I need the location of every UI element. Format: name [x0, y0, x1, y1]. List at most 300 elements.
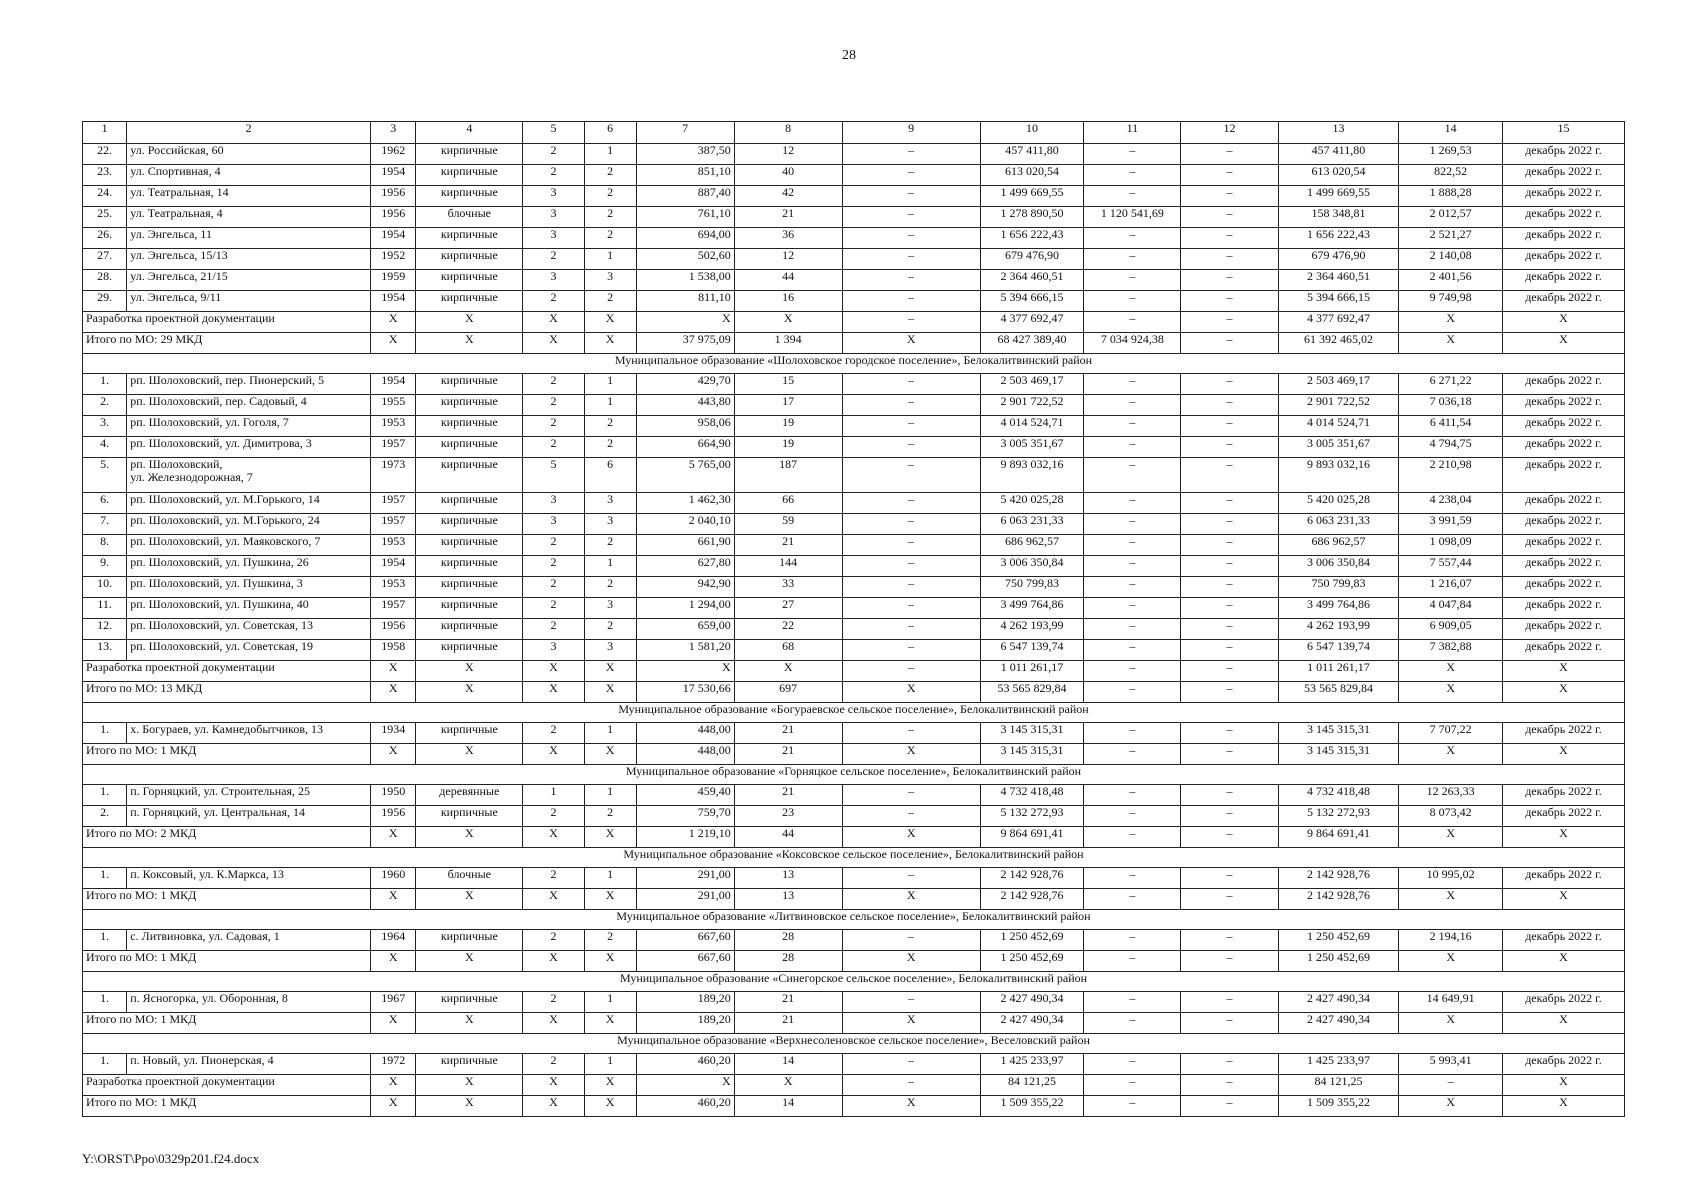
table-cell: 1973 [371, 458, 416, 493]
table-cell: 448,00 [636, 723, 734, 744]
table-cell: – [1181, 682, 1278, 703]
table-cell: 33 [734, 577, 842, 598]
table-cell: X [416, 312, 523, 333]
table-cell: X [523, 312, 585, 333]
table-cell: 1953 [371, 577, 416, 598]
table-cell: 1954 [371, 291, 416, 312]
apartment-buildings-table [82, 121, 1625, 1117]
table-cell: 4 377 692,47 [1278, 312, 1399, 333]
table-cell: – [1084, 270, 1181, 291]
address-cell: рп. Шолоховский, ул. Советская, 13 [127, 619, 371, 640]
table-cell: 3 145 315,31 [1278, 723, 1399, 744]
table-cell: X [584, 1075, 636, 1096]
table-cell: 1 425 233,97 [980, 1054, 1084, 1075]
table-cell: – [1084, 889, 1181, 910]
table-cell: 21 [734, 744, 842, 765]
table-cell: 5 420 025,28 [1278, 493, 1399, 514]
table-cell: – [842, 930, 980, 951]
table-cell: 1 [584, 868, 636, 889]
table-cell: X [371, 1096, 416, 1117]
table-cell: X [523, 951, 585, 972]
table-cell: – [1084, 930, 1181, 951]
table-cell: 4 377 692,47 [980, 312, 1084, 333]
table-cell: 2 [584, 165, 636, 186]
table-row [83, 535, 1625, 556]
table-cell: декабрь 2022 г. [1502, 291, 1624, 312]
table-cell: X [1399, 682, 1503, 703]
table-cell: 3 499 764,86 [980, 598, 1084, 619]
table-cell: декабрь 2022 г. [1502, 598, 1624, 619]
table-cell: 679 476,90 [1278, 249, 1399, 270]
row-number: 1. [83, 374, 127, 395]
table-cell: X [584, 333, 636, 354]
table-cell: 1 509 355,22 [980, 1096, 1084, 1117]
table-cell: – [1181, 785, 1278, 806]
summary-row [83, 312, 1625, 333]
table-cell: кирпичные [416, 930, 523, 951]
table-cell: – [1084, 951, 1181, 972]
table-cell: – [842, 437, 980, 458]
table-cell: кирпичные [416, 493, 523, 514]
table-cell: 694,00 [636, 228, 734, 249]
table-cell: 4 262 193,99 [980, 619, 1084, 640]
table-cell: – [1181, 416, 1278, 437]
address-cell: ул. Театральная, 4 [127, 207, 371, 228]
table-cell: X [584, 1096, 636, 1117]
table-cell: – [1084, 312, 1181, 333]
table-cell: – [842, 186, 980, 207]
table-cell: 2 142 928,76 [980, 889, 1084, 910]
table-cell: 4 732 418,48 [1278, 785, 1399, 806]
row-number: 1. [83, 930, 127, 951]
table-cell: 2 [523, 144, 585, 165]
table-cell: 697 [734, 682, 842, 703]
address-cell: п. Ясногорка, ул. Оборонная, 8 [127, 992, 371, 1013]
table-cell: 5 993,41 [1399, 1054, 1503, 1075]
section-title: Муниципальное образование «Шолоховское городское поселение», Белокалитвинский район [83, 354, 1625, 374]
table-cell: 6 063 231,33 [1278, 514, 1399, 535]
table-cell: 1 098,09 [1399, 535, 1503, 556]
table-cell: 1954 [371, 556, 416, 577]
address-cell: рп. Шолоховский, ул. Пушкина, 26 [127, 556, 371, 577]
table-cell: – [1181, 1054, 1278, 1075]
row-number: 22. [83, 144, 127, 165]
table-cell: 4 014 524,71 [1278, 416, 1399, 437]
table-cell: кирпичные [416, 598, 523, 619]
table-cell: 750 799,83 [980, 577, 1084, 598]
table-cell: X [416, 827, 523, 848]
table-cell: 4 262 193,99 [1278, 619, 1399, 640]
table-cell: 6 063 231,33 [980, 514, 1084, 535]
table-cell: – [1084, 992, 1181, 1013]
table-cell: кирпичные [416, 249, 523, 270]
table-cell: 1967 [371, 992, 416, 1013]
table-cell: – [1181, 889, 1278, 910]
table-cell: – [1084, 437, 1181, 458]
table-cell: – [1181, 951, 1278, 972]
table-cell: 2 [584, 291, 636, 312]
address-cell: ул. Театральная, 14 [127, 186, 371, 207]
table-cell: 2 [523, 723, 585, 744]
table-cell: X [1502, 889, 1624, 910]
section-header-row [83, 972, 1625, 992]
table-cell: – [1181, 186, 1278, 207]
table-row [83, 249, 1625, 270]
table-cell: – [1181, 806, 1278, 827]
table-cell: 460,20 [636, 1096, 734, 1117]
table-cell: – [1084, 416, 1181, 437]
table-cell: 5 132 272,93 [980, 806, 1084, 827]
table-cell: – [842, 270, 980, 291]
table-cell: – [1181, 723, 1278, 744]
table-cell: 429,70 [636, 374, 734, 395]
table-cell: X [584, 827, 636, 848]
column-number: 5 [523, 122, 585, 144]
summary-label: Разработка проектной документации [83, 1075, 371, 1096]
table-cell: декабрь 2022 г. [1502, 868, 1624, 889]
address-cell: ул. Энгельса, 21/15 [127, 270, 371, 291]
address-cell: рп. Шолоховский, ул. Маяковского, 7 [127, 535, 371, 556]
table-cell: – [1084, 661, 1181, 682]
table-cell: кирпичные [416, 577, 523, 598]
table-cell: декабрь 2022 г. [1502, 395, 1624, 416]
table-cell: – [1181, 493, 1278, 514]
table-cell: 1 250 452,69 [1278, 951, 1399, 972]
table-cell: декабрь 2022 г. [1502, 437, 1624, 458]
table-cell: 1953 [371, 416, 416, 437]
column-number: 14 [1399, 122, 1503, 144]
row-number: 12. [83, 619, 127, 640]
table-cell: 27 [734, 598, 842, 619]
table-cell: – [1181, 661, 1278, 682]
table-cell: 2 [523, 291, 585, 312]
table-cell: 887,40 [636, 186, 734, 207]
table-cell: 1954 [371, 228, 416, 249]
table-cell: 2 040,10 [636, 514, 734, 535]
row-number: 1. [83, 723, 127, 744]
table-cell: 7 382,88 [1399, 640, 1503, 661]
table-cell: – [1181, 270, 1278, 291]
summary-row [83, 951, 1625, 972]
table-cell: декабрь 2022 г. [1502, 186, 1624, 207]
table-cell: 2 401,56 [1399, 270, 1503, 291]
table-cell: 10 995,02 [1399, 868, 1503, 889]
table-cell: декабрь 2022 г. [1502, 270, 1624, 291]
table-cell: 13 [734, 889, 842, 910]
table-cell: 3 [584, 493, 636, 514]
table-cell: декабрь 2022 г. [1502, 165, 1624, 186]
table-cell: 3 [523, 640, 585, 661]
table-cell: – [842, 291, 980, 312]
table-cell: 13 [734, 868, 842, 889]
table-cell: 3 [584, 514, 636, 535]
row-number: 2. [83, 395, 127, 416]
table-row [83, 144, 1625, 165]
table-cell: 2 [584, 207, 636, 228]
table-cell: 68 427 389,40 [980, 333, 1084, 354]
table-cell: X [584, 1013, 636, 1034]
table-cell: 3 499 764,86 [1278, 598, 1399, 619]
summary-label: Итого по МО: 1 МКД [83, 744, 371, 765]
column-number: 3 [371, 122, 416, 144]
section-title: Муниципальное образование «Литвиновское сельское поселение», Белокалитвинский район [83, 910, 1625, 930]
address-cell: рп. Шолоховский, ул. М.Горького, 14 [127, 493, 371, 514]
address-cell: ул. Российская, 60 [127, 144, 371, 165]
table-row [83, 437, 1625, 458]
table-cell: – [842, 416, 980, 437]
table-cell: 61 392 465,02 [1278, 333, 1399, 354]
table-cell: 21 [734, 723, 842, 744]
table-cell: – [1181, 374, 1278, 395]
table-cell: 664,90 [636, 437, 734, 458]
table-cell: 12 [734, 144, 842, 165]
table-cell: X [584, 889, 636, 910]
table-cell: декабрь 2022 г. [1502, 249, 1624, 270]
table-cell: – [842, 723, 980, 744]
summary-row [83, 744, 1625, 765]
table-cell: X [1502, 1096, 1624, 1117]
table-cell: – [1084, 514, 1181, 535]
summary-row [83, 1096, 1625, 1117]
table-cell: 627,80 [636, 556, 734, 577]
table-row [83, 291, 1625, 312]
table-cell: 1 581,20 [636, 640, 734, 661]
table-cell: 2 [523, 598, 585, 619]
address-cell: рп. Шолоховский, ул. М.Горького, 24 [127, 514, 371, 535]
table-cell: 21 [734, 535, 842, 556]
table-cell: – [1181, 514, 1278, 535]
table-cell: X [1502, 333, 1624, 354]
table-cell: X [1399, 889, 1503, 910]
table-cell: 66 [734, 493, 842, 514]
table-cell: – [842, 249, 980, 270]
table-cell: X [584, 661, 636, 682]
table-cell: 59 [734, 514, 842, 535]
address-cell: ул. Спортивная, 4 [127, 165, 371, 186]
table-cell: – [1084, 458, 1181, 493]
table-cell: декабрь 2022 г. [1502, 458, 1624, 493]
column-number: 15 [1502, 122, 1624, 144]
table-cell: 750 799,83 [1278, 577, 1399, 598]
table-cell: 1 888,28 [1399, 186, 1503, 207]
table-cell: – [842, 598, 980, 619]
table-cell: 2 427 490,34 [1278, 1013, 1399, 1034]
table-cell: 3 005 351,67 [1278, 437, 1399, 458]
table-cell: 2 [523, 806, 585, 827]
table-cell: 1957 [371, 598, 416, 619]
table-cell: 667,60 [636, 930, 734, 951]
table-cell: X [1399, 333, 1503, 354]
table-cell: – [1181, 249, 1278, 270]
row-number: 3. [83, 416, 127, 437]
table-cell: 686 962,57 [980, 535, 1084, 556]
table-cell: X [1399, 661, 1503, 682]
table-cell: 9 893 032,16 [1278, 458, 1399, 493]
table-cell: X [416, 1096, 523, 1117]
table-cell: – [842, 165, 980, 186]
table-cell: 613 020,54 [980, 165, 1084, 186]
table-cell: 5 420 025,28 [980, 493, 1084, 514]
table-cell: – [842, 514, 980, 535]
table-cell: декабрь 2022 г. [1502, 514, 1624, 535]
table-cell: – [1181, 458, 1278, 493]
table-cell: 1953 [371, 535, 416, 556]
table-cell: – [1181, 437, 1278, 458]
table-cell: 1 278 890,50 [980, 207, 1084, 228]
table-cell: 502,60 [636, 249, 734, 270]
section-header-row [83, 703, 1625, 723]
summary-label: Итого по МО: 1 МКД [83, 951, 371, 972]
summary-row [83, 827, 1625, 848]
table-cell: – [1084, 165, 1181, 186]
column-number-row [83, 122, 1625, 144]
table-row [83, 228, 1625, 249]
table-cell: X [636, 1075, 734, 1096]
table-cell: 613 020,54 [1278, 165, 1399, 186]
table-cell: 3 [523, 228, 585, 249]
table-cell: 2 [584, 930, 636, 951]
table-cell: 1 [523, 785, 585, 806]
table-cell: 686 962,57 [1278, 535, 1399, 556]
table-cell: 1957 [371, 493, 416, 514]
table-cell: – [842, 395, 980, 416]
table-cell: 2 [584, 535, 636, 556]
table-cell: X [371, 333, 416, 354]
column-number: 9 [842, 122, 980, 144]
table-cell: 7 557,44 [1399, 556, 1503, 577]
table-cell: – [842, 493, 980, 514]
row-number: 26. [83, 228, 127, 249]
table-cell: 9 864 691,41 [1278, 827, 1399, 848]
table-row [83, 1054, 1625, 1075]
table-cell: 1 011 261,17 [1278, 661, 1399, 682]
table-cell: 2 364 460,51 [980, 270, 1084, 291]
table-cell: – [842, 868, 980, 889]
row-number: 1. [83, 785, 127, 806]
table-cell: 2 [584, 577, 636, 598]
footer-file-path: Y:\ORST\Ppo\0329p201.f24.docx [82, 1151, 260, 1166]
table-cell: 448,00 [636, 744, 734, 765]
table-cell: 2 [584, 619, 636, 640]
table-cell: 1 011 261,17 [980, 661, 1084, 682]
table-cell: X [1502, 682, 1624, 703]
table-cell: 1 219,10 [636, 827, 734, 848]
row-number: 6. [83, 493, 127, 514]
table-cell: – [1181, 640, 1278, 661]
table-cell: X [1502, 951, 1624, 972]
table-cell: 42 [734, 186, 842, 207]
section-header-row [83, 848, 1625, 868]
row-number: 2. [83, 806, 127, 827]
table-cell: 759,70 [636, 806, 734, 827]
table-cell: – [842, 535, 980, 556]
table-cell: 14 [734, 1054, 842, 1075]
table-cell: 4 732 418,48 [980, 785, 1084, 806]
table-cell: – [1084, 1096, 1181, 1117]
table-cell: 457 411,80 [980, 144, 1084, 165]
table-cell: кирпичные [416, 437, 523, 458]
table-cell: X [416, 1075, 523, 1096]
table-cell: – [1084, 806, 1181, 827]
address-cell: п. Горняцкий, ул. Центральная, 14 [127, 806, 371, 827]
table-cell: декабрь 2022 г. [1502, 992, 1624, 1013]
page-number: 28 [842, 48, 856, 63]
table-cell: – [1084, 1013, 1181, 1034]
table-cell: 1 216,07 [1399, 577, 1503, 598]
table-row [83, 619, 1625, 640]
table-row [83, 785, 1625, 806]
address-cell: п. Новый, ул. Пионерская, 4 [127, 1054, 371, 1075]
table-cell: 5 [523, 458, 585, 493]
table-cell: X [523, 889, 585, 910]
table-cell: 2 [523, 868, 585, 889]
table-row [83, 270, 1625, 291]
column-number: 11 [1084, 122, 1181, 144]
summary-label: Итого по МО: 13 МКД [83, 682, 371, 703]
table-cell: 958,06 [636, 416, 734, 437]
table-cell: – [1181, 395, 1278, 416]
table-cell: 84 121,25 [1278, 1075, 1399, 1096]
summary-row [83, 1075, 1625, 1096]
table-cell: X [416, 951, 523, 972]
address-cell: п. Коксовый, ул. К.Маркса, 13 [127, 868, 371, 889]
table-cell: декабрь 2022 г. [1502, 577, 1624, 598]
row-number: 13. [83, 640, 127, 661]
table-row [83, 930, 1625, 951]
table-cell: 3 006 350,84 [1278, 556, 1399, 577]
table-cell: кирпичные [416, 374, 523, 395]
address-cell: ул. Энгельса, 11 [127, 228, 371, 249]
summary-row [83, 889, 1625, 910]
table-cell: 659,00 [636, 619, 734, 640]
table-cell: 6 [584, 458, 636, 493]
table-cell: 189,20 [636, 992, 734, 1013]
table-cell: 28 [734, 951, 842, 972]
table-cell: 2 503 469,17 [1278, 374, 1399, 395]
table-cell: – [1181, 535, 1278, 556]
table-cell: X [523, 333, 585, 354]
table-cell: 5 394 666,15 [980, 291, 1084, 312]
table-cell: X [523, 661, 585, 682]
table-cell: 2 140,08 [1399, 249, 1503, 270]
table-cell: 2 [523, 992, 585, 1013]
table-cell: 291,00 [636, 868, 734, 889]
table-cell: – [1181, 1013, 1278, 1034]
row-number: 7. [83, 514, 127, 535]
table-cell: X [523, 827, 585, 848]
table-cell: – [842, 785, 980, 806]
table-cell: 1952 [371, 249, 416, 270]
table-cell: X [734, 1075, 842, 1096]
table-cell: 1972 [371, 1054, 416, 1075]
table-cell: – [842, 1054, 980, 1075]
table-cell: – [1084, 291, 1181, 312]
table-cell: 68 [734, 640, 842, 661]
table-cell: кирпичные [416, 556, 523, 577]
table-cell: 189,20 [636, 1013, 734, 1034]
table-cell: X [371, 951, 416, 972]
address-cell: рп. Шолоховский, ул. Железнодорожная, 7 [127, 458, 371, 493]
table-cell: 2 427 490,34 [1278, 992, 1399, 1013]
table-cell: 1959 [371, 270, 416, 291]
address-cell: рп. Шолоховский, пер. Пионерский, 5 [127, 374, 371, 395]
table-cell: 1 [584, 785, 636, 806]
table-cell: 460,20 [636, 1054, 734, 1075]
table-cell: X [1399, 951, 1503, 972]
table-cell: – [1181, 577, 1278, 598]
table-cell: – [842, 458, 980, 493]
table-cell: 4 794,75 [1399, 437, 1503, 458]
